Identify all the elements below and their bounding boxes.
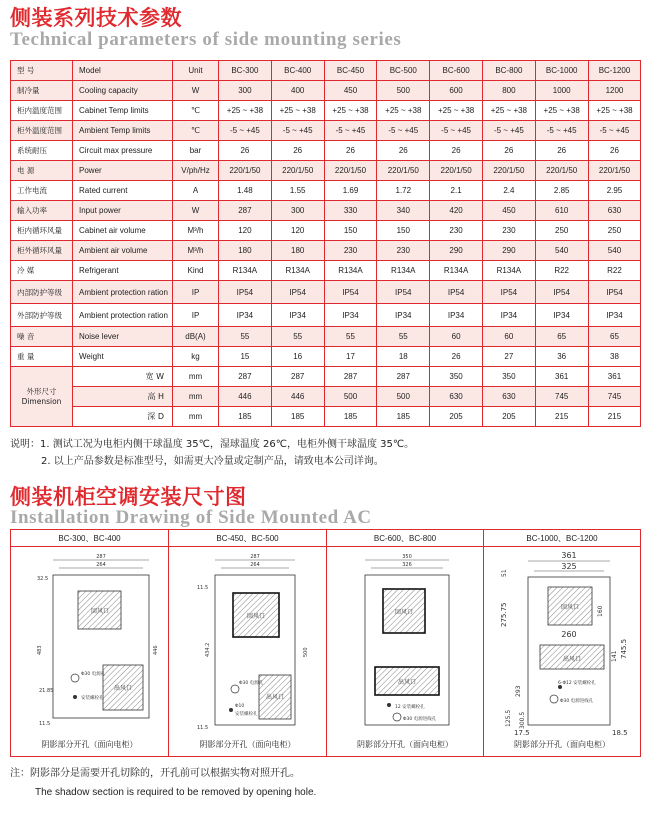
dim-label: 287 <box>96 554 106 560</box>
supply-air-label: 出风口 <box>562 656 582 663</box>
value-cell: 26 <box>324 141 377 161</box>
value-cell: IP54 <box>377 281 430 304</box>
value-cell: +25 ~ +38 <box>377 101 430 121</box>
value-cell: IP34 <box>271 304 324 327</box>
value-cell: -5 ~ +45 <box>588 121 641 141</box>
value-cell: IP54 <box>430 281 483 304</box>
value-cell: 2.1 <box>430 181 483 201</box>
value-cell: IP34 <box>219 304 272 327</box>
row-unit: Kind <box>173 261 219 281</box>
value-cell: 17 <box>324 347 377 367</box>
value-cell: 120 <box>271 221 324 241</box>
value-cell: 446 <box>271 387 324 407</box>
value-cell: 500 <box>324 387 377 407</box>
return-air-label: 回风口 <box>394 609 414 616</box>
value-cell: 230 <box>377 241 430 261</box>
return-air-label: 回风口 <box>90 608 110 615</box>
value-cell: 630 <box>482 387 535 407</box>
value-cell: 420 <box>430 201 483 221</box>
value-cell: +25 ~ +38 <box>271 101 324 121</box>
drawing-title: BC-300、BC-400 <box>11 530 168 547</box>
value-cell: 745 <box>588 387 641 407</box>
value-cell: 26 <box>377 141 430 161</box>
table-header-row <box>11 61 641 81</box>
row-label-cn: 外部防护等级 <box>11 304 73 327</box>
value-cell: 60 <box>430 327 483 347</box>
drawing-caption: 阴影部分开孔（面向电柜） <box>199 740 296 749</box>
drawing-title: BC-450、BC-500 <box>169 530 326 547</box>
value-cell: +25 ~ +38 <box>430 101 483 121</box>
drawing-caption: 阴影部分开孔（面向电柜） <box>41 740 138 749</box>
table-row <box>11 181 641 201</box>
value-cell: 230 <box>430 221 483 241</box>
dimension-row <box>11 367 641 387</box>
dim-label: 350 <box>402 554 412 560</box>
model-cell: BC-600 <box>430 61 483 81</box>
dim-label: 326 <box>402 562 412 568</box>
installation-drawings <box>10 529 641 757</box>
footer-note-en: The shadow section is required to be removed by opening hole. <box>35 787 317 798</box>
table-row <box>11 141 641 161</box>
dimension-sub-label: 高 H <box>73 387 173 407</box>
drawing-bc300-400-svg <box>11 547 168 737</box>
mount-hole <box>229 708 233 712</box>
model-cell: BC-500 <box>377 61 430 81</box>
drawing-caption: 阴影部分开孔（面向电柜） <box>357 740 453 749</box>
dimension-label-en: Dimension <box>21 396 62 406</box>
header-unit: Unit <box>173 61 219 81</box>
table-row <box>11 161 641 181</box>
row-unit: dB(A) <box>173 327 219 347</box>
drawing-title: BC-600、BC-800 <box>327 530 483 547</box>
dim-label: 300.5 <box>519 711 526 729</box>
table-row <box>11 304 641 327</box>
table-row <box>11 81 641 101</box>
value-cell: 15 <box>219 347 272 367</box>
dim-label: 446 <box>153 645 159 655</box>
value-cell: 446 <box>219 387 272 407</box>
table-row <box>11 101 641 121</box>
value-cell: 1.48 <box>219 181 272 201</box>
supply-air-label: 出风口 <box>397 679 417 686</box>
value-cell: -5 ~ +45 <box>377 121 430 141</box>
power-hole <box>231 685 239 693</box>
dimension-row <box>11 387 641 407</box>
dim-label: 275.75 <box>500 602 508 627</box>
dim-label: 141 <box>611 650 618 662</box>
row-label-cn: 输入功率 <box>11 201 73 221</box>
row-label-en: Cooling capacity <box>73 81 173 101</box>
value-cell: 26 <box>430 141 483 161</box>
model-cell: BC-450 <box>324 61 377 81</box>
value-cell: R134A <box>430 261 483 281</box>
value-cell: +25 ~ +38 <box>588 101 641 121</box>
value-cell: 2.95 <box>588 181 641 201</box>
dim-label: 500 <box>303 647 309 657</box>
value-cell: 1.72 <box>377 181 430 201</box>
row-unit: mm <box>173 387 219 407</box>
row-label-en: Cabinet air volume <box>73 221 173 241</box>
value-cell: IP54 <box>482 281 535 304</box>
model-cell: BC-300 <box>219 61 272 81</box>
value-cell: 361 <box>588 367 641 387</box>
drawing-bc450-500 <box>169 530 327 756</box>
mount-hole-label: 安装螺栓孔 <box>235 712 258 717</box>
value-cell: 55 <box>219 327 272 347</box>
value-cell: 287 <box>219 201 272 221</box>
row-label-cn: 制冷量 <box>11 81 73 101</box>
value-cell: IP54 <box>271 281 324 304</box>
value-cell: +25 ~ +38 <box>535 101 588 121</box>
row-label-cn: 系统耐压 <box>11 141 73 161</box>
section-title-cn: 侧装系列技术参数 <box>10 6 182 30</box>
dim-label: 483 <box>37 645 43 655</box>
row-unit: IP <box>173 281 219 304</box>
value-cell: 250 <box>588 221 641 241</box>
row-label-cn: 重 量 <box>11 347 73 367</box>
value-cell: IP34 <box>482 304 535 327</box>
value-cell: IP34 <box>430 304 483 327</box>
value-cell: 215 <box>588 407 641 427</box>
value-cell: R134A <box>271 261 324 281</box>
dim-label: 18.5 <box>612 729 628 737</box>
drawing-bc450-500-svg <box>169 547 326 737</box>
value-cell: R134A <box>482 261 535 281</box>
value-cell: 220/1/50 <box>588 161 641 181</box>
dim-label: 434.2 <box>205 642 211 657</box>
value-cell: 26 <box>535 141 588 161</box>
row-label-en: Input power <box>73 201 173 221</box>
row-label-cn: 内部防护等级 <box>11 281 73 304</box>
row-label-cn: 冷 媒 <box>11 261 73 281</box>
power-hole-label: Φ30 电源孔 <box>81 672 106 677</box>
row-unit: ℃ <box>173 121 219 141</box>
value-cell: IP34 <box>324 304 377 327</box>
value-cell: 220/1/50 <box>535 161 588 181</box>
value-cell: 287 <box>271 367 324 387</box>
footer-note <box>10 764 316 802</box>
value-cell: 220/1/50 <box>271 161 324 181</box>
power-hole-label: Φ30 电源孔 <box>239 681 264 686</box>
table-row <box>11 261 641 281</box>
row-label-en: Ambient Temp limits <box>73 121 173 141</box>
row-label-cn: 柜外温度范围 <box>11 121 73 141</box>
value-cell: 185 <box>271 407 324 427</box>
dim-label: 51 <box>501 569 508 577</box>
value-cell: IP54 <box>324 281 377 304</box>
value-cell: 55 <box>324 327 377 347</box>
drawing-bc600-800-svg <box>327 547 483 737</box>
mount-hole-label: 12 安装螺栓孔 <box>395 705 425 710</box>
row-unit: bar <box>173 141 219 161</box>
row-label-en: Refrigerant <box>73 261 173 281</box>
value-cell: 185 <box>219 407 272 427</box>
value-cell: 540 <box>588 241 641 261</box>
table-row <box>11 201 641 221</box>
value-cell: 300 <box>271 201 324 221</box>
value-cell: 185 <box>377 407 430 427</box>
section2-title-en: Installation Drawing of Side Mounted AC <box>10 507 372 528</box>
value-cell: 350 <box>430 367 483 387</box>
value-cell: 300 <box>219 81 272 101</box>
value-cell: 500 <box>377 387 430 407</box>
value-cell: 361 <box>535 367 588 387</box>
dimension-row <box>11 407 641 427</box>
value-cell: 55 <box>271 327 324 347</box>
value-cell: 500 <box>377 81 430 101</box>
value-cell: 18 <box>377 347 430 367</box>
dim-label: 745.5 <box>620 638 628 659</box>
value-cell: 205 <box>482 407 535 427</box>
dim-label: 21.85 <box>39 688 54 694</box>
value-cell: 610 <box>535 201 588 221</box>
row-label-en: Cabinet Temp limits <box>73 101 173 121</box>
value-cell: +25 ~ +38 <box>219 101 272 121</box>
row-unit: W <box>173 81 219 101</box>
value-cell: -5 ~ +45 <box>482 121 535 141</box>
dimension-label <box>11 367 73 427</box>
row-unit: kg <box>173 347 219 367</box>
value-cell: 800 <box>482 81 535 101</box>
value-cell: 450 <box>482 201 535 221</box>
row-label-en: Ambient protection ration <box>73 281 173 304</box>
value-cell: R22 <box>535 261 588 281</box>
value-cell: 220/1/50 <box>219 161 272 181</box>
value-cell: 60 <box>482 327 535 347</box>
value-cell: 26 <box>430 347 483 367</box>
value-cell: 1200 <box>588 81 641 101</box>
value-cell: 1.69 <box>324 181 377 201</box>
value-cell: R134A <box>219 261 272 281</box>
dim-label: 125.5 <box>505 709 512 727</box>
value-cell: 38 <box>588 347 641 367</box>
dim-label: 264 <box>96 562 106 568</box>
value-cell: 26 <box>482 141 535 161</box>
value-cell: 330 <box>324 201 377 221</box>
spec-table <box>10 60 641 427</box>
m10-label: Φ10 <box>235 704 245 709</box>
return-air-label: 回风口 <box>246 613 266 620</box>
row-label-cn: 工作电流 <box>11 181 73 201</box>
drawing-bc300-400 <box>11 530 169 756</box>
value-cell: IP54 <box>219 281 272 304</box>
table-row <box>11 281 641 304</box>
supply-air-label: 出风口 <box>113 685 133 692</box>
dim-label: 160 <box>597 605 604 617</box>
value-cell: 287 <box>324 367 377 387</box>
spec-table-body <box>11 61 641 427</box>
dim-label: 293 <box>515 685 522 697</box>
row-label-cn: 噪 音 <box>11 327 73 347</box>
power-hole <box>71 674 79 682</box>
value-cell: R134A <box>377 261 430 281</box>
value-cell: -5 ~ +45 <box>535 121 588 141</box>
drawing-title: BC-1000、BC-1200 <box>484 530 640 547</box>
row-label-cn: 柜外循环风量 <box>11 241 73 261</box>
row-label-cn: 柜内循环风量 <box>11 221 73 241</box>
value-cell: 220/1/50 <box>377 161 430 181</box>
power-hole-label: Φ30 电源进线孔 <box>560 699 594 704</box>
value-cell: 230 <box>482 221 535 241</box>
value-cell: 340 <box>377 201 430 221</box>
value-cell: -5 ~ +45 <box>430 121 483 141</box>
value-cell: 16 <box>271 347 324 367</box>
row-unit: W <box>173 201 219 221</box>
model-cell: BC-1000 <box>535 61 588 81</box>
dim-label: 260 <box>561 630 577 639</box>
table-row <box>11 327 641 347</box>
mount-hole-label: 6-Φ12 安装螺栓孔 <box>558 681 596 686</box>
value-cell: 350 <box>482 367 535 387</box>
row-label-en: Ambient protection ration <box>73 304 173 327</box>
value-cell: 290 <box>430 241 483 261</box>
dim-label <box>569 641 570 642</box>
value-cell: -5 ~ +45 <box>324 121 377 141</box>
power-hole <box>393 713 401 721</box>
power-hole-label: Φ30 电源进线孔 <box>403 717 437 722</box>
value-cell: 1.55 <box>271 181 324 201</box>
row-label-en: Circuit max pressure <box>73 141 173 161</box>
value-cell: 120 <box>219 221 272 241</box>
value-cell: R134A <box>324 261 377 281</box>
value-cell: 36 <box>535 347 588 367</box>
row-unit: mm <box>173 407 219 427</box>
row-label-cn: 电 源 <box>11 161 73 181</box>
value-cell: 65 <box>535 327 588 347</box>
dimension-label-cn: 外形尺寸 <box>26 386 57 396</box>
value-cell: IP54 <box>535 281 588 304</box>
value-cell: IP54 <box>588 281 641 304</box>
model-cell: BC-800 <box>482 61 535 81</box>
value-cell: 180 <box>219 241 272 261</box>
row-label-en: Power <box>73 161 173 181</box>
section-title-en: Technical parameters of side mounting series <box>10 29 402 50</box>
value-cell: 630 <box>430 387 483 407</box>
row-label-en: Noise lever <box>73 327 173 347</box>
value-cell: 26 <box>219 141 272 161</box>
dim-label: 11.5 <box>197 725 209 731</box>
value-cell: 26 <box>271 141 324 161</box>
table-row <box>11 121 641 141</box>
value-cell: 215 <box>535 407 588 427</box>
dim-label: 11.5 <box>197 585 209 591</box>
table-row <box>11 347 641 367</box>
mount-hole <box>387 703 391 707</box>
section2-title-cn: 侧装机柜空调安装尺寸图 <box>10 485 247 509</box>
value-cell: 287 <box>377 367 430 387</box>
value-cell: +25 ~ +38 <box>324 101 377 121</box>
table-row <box>11 241 641 261</box>
value-cell: 150 <box>324 221 377 241</box>
value-cell: R22 <box>588 261 641 281</box>
dim-label: 17.5 <box>514 729 530 737</box>
model-cell: BC-1200 <box>588 61 641 81</box>
table-row <box>11 221 641 241</box>
value-cell: 205 <box>430 407 483 427</box>
drawing-bc600-800 <box>327 530 484 756</box>
note-line-2: 2. 以上产品参数是标准型号，如需更大冷量或定制产品，请致电本公司详询。 <box>41 456 384 467</box>
drawing-bc1000-1200-svg <box>484 547 640 737</box>
value-cell: 27 <box>482 347 535 367</box>
value-cell: 220/1/50 <box>324 161 377 181</box>
notes <box>10 436 414 470</box>
dim-label: 32.5 <box>37 576 49 582</box>
value-cell: -5 ~ +45 <box>271 121 324 141</box>
value-cell: IP34 <box>377 304 430 327</box>
row-unit: M³/h <box>173 221 219 241</box>
value-cell: 1000 <box>535 81 588 101</box>
row-unit: V/ph/Hz <box>173 161 219 181</box>
value-cell: 450 <box>324 81 377 101</box>
value-cell: 400 <box>271 81 324 101</box>
header-en: Model <box>73 61 173 81</box>
mount-hole-label: 安装螺栓孔 <box>81 696 104 701</box>
value-cell: 220/1/50 <box>482 161 535 181</box>
value-cell: 65 <box>588 327 641 347</box>
footer-note-cn: 注：阴影部分是需要开孔切除的，开孔前可以根据实物对照开孔。 <box>10 768 300 779</box>
value-cell: 220/1/50 <box>430 161 483 181</box>
row-label-en: Rated current <box>73 181 173 201</box>
drawing-caption: 阴影部分开孔（面向电柜） <box>514 740 610 749</box>
dim-label: 361 <box>561 551 577 560</box>
value-cell: 600 <box>430 81 483 101</box>
value-cell: 26 <box>588 141 641 161</box>
drawing-bc1000-1200 <box>484 530 640 756</box>
header-cn: 型 号 <box>11 61 73 81</box>
supply-air-label: 出风口 <box>265 694 285 701</box>
dimension-sub-label: 深 D <box>73 407 173 427</box>
row-unit: mm <box>173 367 219 387</box>
row-label-en: Ambient air volume <box>73 241 173 261</box>
dim-label: 325 <box>561 562 577 571</box>
value-cell: 630 <box>588 201 641 221</box>
dim-label: 11.5 <box>39 721 51 727</box>
value-cell: 287 <box>219 367 272 387</box>
value-cell: 150 <box>377 221 430 241</box>
row-label-en: Weight <box>73 347 173 367</box>
value-cell: 185 <box>324 407 377 427</box>
dimension-sub-label: 宽 W <box>73 367 173 387</box>
return-air-label: 回风口 <box>560 604 580 611</box>
value-cell: 55 <box>377 327 430 347</box>
row-unit: M³/h <box>173 241 219 261</box>
row-label-cn: 柜内温度范围 <box>11 101 73 121</box>
power-hole <box>550 695 558 703</box>
value-cell: 290 <box>482 241 535 261</box>
row-unit: A <box>173 181 219 201</box>
value-cell: 2.4 <box>482 181 535 201</box>
dim-label: 287 <box>250 554 260 560</box>
note-line-1: 说明：1. 测试工况为电柜内侧干球温度 35℃，湿球温度 26℃，电柜外侧干球温度 35℃。 <box>10 439 415 450</box>
mount-hole <box>73 695 77 699</box>
value-cell: IP34 <box>588 304 641 327</box>
row-unit: ℃ <box>173 101 219 121</box>
dim-label: 264 <box>250 562 260 568</box>
value-cell: IP34 <box>535 304 588 327</box>
value-cell: 745 <box>535 387 588 407</box>
row-unit: IP <box>173 304 219 327</box>
value-cell: 250 <box>535 221 588 241</box>
value-cell: 230 <box>324 241 377 261</box>
value-cell: -5 ~ +45 <box>219 121 272 141</box>
value-cell: +25 ~ +38 <box>482 101 535 121</box>
model-cell: BC-400 <box>271 61 324 81</box>
value-cell: 180 <box>271 241 324 261</box>
value-cell: 2.85 <box>535 181 588 201</box>
value-cell: 540 <box>535 241 588 261</box>
